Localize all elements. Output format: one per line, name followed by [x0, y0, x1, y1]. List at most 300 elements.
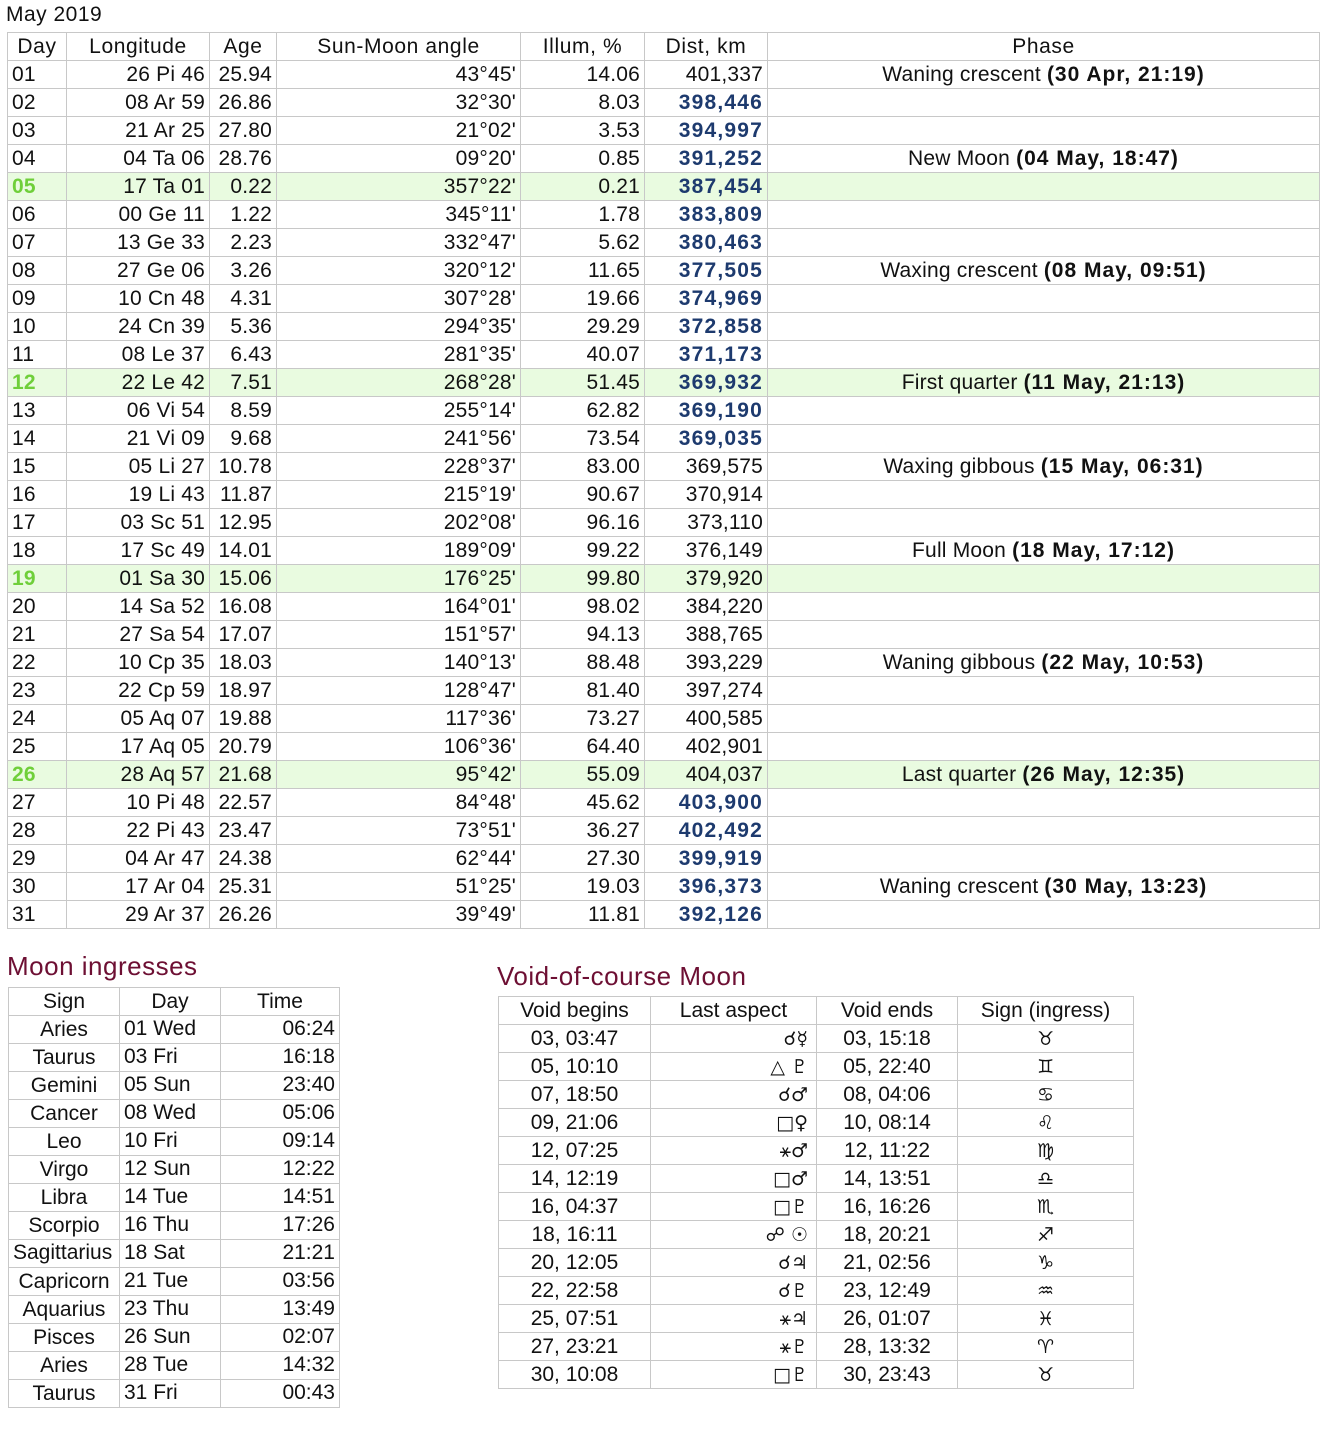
- table-row: [8, 481, 1320, 509]
- day-cell: 31: [8, 901, 67, 929]
- zodiac-sign-icon: ♒: [958, 1277, 1134, 1305]
- longitude-cell: 22 Pi 43: [67, 817, 210, 845]
- page-title: May 2019: [6, 3, 103, 26]
- void-ends-cell: 14, 13:51: [817, 1165, 958, 1193]
- zodiac-sign-icon: ♈: [958, 1333, 1134, 1361]
- phase-cell: [768, 761, 1320, 789]
- dist-cell: 387,454: [645, 173, 768, 201]
- void-ends-cell: 16, 16:26: [817, 1193, 958, 1221]
- header-sun-moon-angle: Sun-Moon angle: [277, 33, 521, 61]
- ingress-sign-cell: Capricorn: [9, 1268, 120, 1296]
- ingress-day-cell: 16 Thu: [120, 1212, 221, 1240]
- dist-cell: 384,220: [645, 593, 768, 621]
- ingress-row: [9, 1044, 340, 1072]
- ingress-row: [9, 1296, 340, 1324]
- dist-cell: 388,765: [645, 621, 768, 649]
- age-cell: 15.06: [210, 565, 277, 593]
- dist-cell: 402,492: [645, 817, 768, 845]
- age-cell: 23.47: [210, 817, 277, 845]
- angle-cell: 39°49': [277, 901, 521, 929]
- longitude-cell: 17 Ar 04: [67, 873, 210, 901]
- zodiac-sign-icon: ♏: [958, 1193, 1134, 1221]
- day-cell: 17: [8, 509, 67, 537]
- void-row: [499, 1333, 1134, 1361]
- void-row: [499, 1081, 1134, 1109]
- angle-cell: 117°36': [277, 705, 521, 733]
- illum-cell: 27.30: [521, 845, 645, 873]
- age-cell: 14.01: [210, 537, 277, 565]
- ingress-day-cell: 31 Fri: [120, 1380, 221, 1408]
- ingress-time-cell: 16:18: [221, 1044, 340, 1072]
- zodiac-sign-icon: ♊: [958, 1053, 1134, 1081]
- illum-cell: 29.29: [521, 313, 645, 341]
- longitude-cell: 29 Ar 37: [67, 901, 210, 929]
- zodiac-sign-icon: ♌: [958, 1109, 1134, 1137]
- day-cell: 11: [8, 341, 67, 369]
- phase-name: Last quarter: [901, 763, 1017, 786]
- ingress-sign-cell: Libra: [9, 1184, 120, 1212]
- phase-cell: [768, 229, 1320, 257]
- dist-cell: 392,126: [645, 901, 768, 929]
- phase-cell: [768, 817, 1320, 845]
- illum-cell: 83.00: [521, 453, 645, 481]
- zodiac-sign-icon: ♐: [958, 1221, 1134, 1249]
- table-row: [8, 565, 1320, 593]
- table-row: [8, 733, 1320, 761]
- angle-cell: 09°20': [277, 145, 521, 173]
- ingress-row: [9, 1380, 340, 1408]
- void-ends-cell: 26, 01:07: [817, 1305, 958, 1333]
- angle-cell: 95°42': [277, 761, 521, 789]
- void-ends-cell: 21, 02:56: [817, 1249, 958, 1277]
- table-row: [8, 677, 1320, 705]
- zodiac-sign-icon: ♋: [958, 1081, 1134, 1109]
- day-cell: 23: [8, 677, 67, 705]
- angle-cell: 357°22': [277, 173, 521, 201]
- angle-cell: 345°11': [277, 201, 521, 229]
- phase-cell: [768, 733, 1320, 761]
- void-row: [499, 1361, 1134, 1389]
- day-cell: 16: [8, 481, 67, 509]
- void-row: [499, 1053, 1134, 1081]
- illum-cell: 90.67: [521, 481, 645, 509]
- phase-name: Full Moon: [912, 539, 1007, 562]
- aspect-glyph-icon: ☌♂: [651, 1081, 817, 1109]
- angle-cell: 21°02': [277, 117, 521, 145]
- illum-cell: 19.66: [521, 285, 645, 313]
- moon-daily-table: [7, 32, 1320, 929]
- day-cell: 05: [8, 173, 67, 201]
- age-cell: 27.80: [210, 117, 277, 145]
- day-cell: 04: [8, 145, 67, 173]
- ingress-day-cell: 05 Sun: [120, 1072, 221, 1100]
- day-cell: 20: [8, 593, 67, 621]
- void-ends-cell: 12, 11:22: [817, 1137, 958, 1165]
- dist-cell: 369,575: [645, 453, 768, 481]
- age-cell: 6.43: [210, 341, 277, 369]
- dist-cell: 400,585: [645, 705, 768, 733]
- angle-cell: 255°14': [277, 397, 521, 425]
- void-begins-cell: 16, 04:37: [499, 1193, 651, 1221]
- void-ends-cell: 10, 08:14: [817, 1109, 958, 1137]
- longitude-cell: 22 Cp 59: [67, 677, 210, 705]
- angle-cell: 140°13': [277, 649, 521, 677]
- age-cell: 26.86: [210, 89, 277, 117]
- longitude-cell: 19 Li 43: [67, 481, 210, 509]
- aspect-glyph-icon: ⚹♂: [651, 1137, 817, 1165]
- void-begins-cell: 30, 10:08: [499, 1361, 651, 1389]
- illum-cell: 73.27: [521, 705, 645, 733]
- phase-cell: [768, 789, 1320, 817]
- angle-cell: 215°19': [277, 481, 521, 509]
- zodiac-sign-icon: ♓: [958, 1305, 1134, 1333]
- void-ends-cell: 08, 04:06: [817, 1081, 958, 1109]
- age-cell: 26.26: [210, 901, 277, 929]
- phase-cell: [768, 425, 1320, 453]
- ingress-day-cell: 12 Sun: [120, 1156, 221, 1184]
- void-ends-cell: 30, 23:43: [817, 1361, 958, 1389]
- aspect-glyph-icon: △ ♇: [651, 1053, 817, 1081]
- ingress-day-cell: 21 Tue: [120, 1268, 221, 1296]
- longitude-cell: 01 Sa 30: [67, 565, 210, 593]
- dist-cell: 391,252: [645, 145, 768, 173]
- phase-cell: [768, 313, 1320, 341]
- phase-datetime: (04 May, 18:47): [1016, 147, 1179, 170]
- age-cell: 1.22: [210, 201, 277, 229]
- longitude-cell: 08 Ar 59: [67, 89, 210, 117]
- angle-cell: 51°25': [277, 873, 521, 901]
- table-row: [8, 313, 1320, 341]
- dist-cell: 374,969: [645, 285, 768, 313]
- day-cell: 28: [8, 817, 67, 845]
- ingress-day-cell: 01 Wed: [120, 1016, 221, 1044]
- ingress-time-cell: 14:51: [221, 1184, 340, 1212]
- day-cell: 19: [8, 565, 67, 593]
- phase-cell: [768, 481, 1320, 509]
- header-longitude: Longitude: [67, 33, 210, 61]
- void-row: [499, 1137, 1134, 1165]
- table-row: [8, 845, 1320, 873]
- void-row: [499, 1249, 1134, 1277]
- ingress-sign-cell: Aquarius: [9, 1296, 120, 1324]
- longitude-cell: 06 Vi 54: [67, 397, 210, 425]
- day-cell: 10: [8, 313, 67, 341]
- dist-cell: 393,229: [645, 649, 768, 677]
- void-begins-cell: 05, 10:10: [499, 1053, 651, 1081]
- ingress-time-cell: 05:06: [221, 1100, 340, 1128]
- day-cell: 15: [8, 453, 67, 481]
- void-begins-cell: 22, 22:58: [499, 1277, 651, 1305]
- ingress-row: [9, 1268, 340, 1296]
- aspect-glyph-icon: □♂: [651, 1165, 817, 1193]
- dist-cell: 379,920: [645, 565, 768, 593]
- angle-cell: 73°51': [277, 817, 521, 845]
- phase-cell: [768, 201, 1320, 229]
- longitude-cell: 21 Vi 09: [67, 425, 210, 453]
- void-row: [499, 1025, 1134, 1053]
- angle-cell: 176°25': [277, 565, 521, 593]
- longitude-cell: 17 Aq 05: [67, 733, 210, 761]
- illum-cell: 19.03: [521, 873, 645, 901]
- ingress-header-sign: Sign: [9, 988, 120, 1016]
- dist-cell: 383,809: [645, 201, 768, 229]
- void-header-ends: Void ends: [817, 997, 958, 1025]
- ingress-day-cell: 26 Sun: [120, 1324, 221, 1352]
- table-row: [8, 61, 1320, 89]
- void-begins-cell: 20, 12:05: [499, 1249, 651, 1277]
- day-cell: 14: [8, 425, 67, 453]
- void-row: [499, 1165, 1134, 1193]
- phase-cell: [768, 369, 1320, 397]
- phase-cell: [768, 509, 1320, 537]
- angle-cell: 228°37': [277, 453, 521, 481]
- void-begins-cell: 14, 12:19: [499, 1165, 651, 1193]
- phase-cell: [768, 873, 1320, 901]
- phase-cell: [768, 145, 1320, 173]
- dist-cell: 399,919: [645, 845, 768, 873]
- header-phase: Phase: [768, 33, 1320, 61]
- void-header-begins: Void begins: [499, 997, 651, 1025]
- ingress-row: [9, 1128, 340, 1156]
- phase-cell: [768, 705, 1320, 733]
- dist-cell: 380,463: [645, 229, 768, 257]
- illum-cell: 96.16: [521, 509, 645, 537]
- ingress-header-time: Time: [221, 988, 340, 1016]
- day-cell: 18: [8, 537, 67, 565]
- angle-cell: 164°01': [277, 593, 521, 621]
- angle-cell: 268°28': [277, 369, 521, 397]
- age-cell: 12.95: [210, 509, 277, 537]
- header-illum: Illum, %: [521, 33, 645, 61]
- angle-cell: 43°45': [277, 61, 521, 89]
- longitude-cell: 27 Sa 54: [67, 621, 210, 649]
- phase-datetime: (11 May, 21:13): [1023, 371, 1186, 394]
- illum-cell: 36.27: [521, 817, 645, 845]
- aspect-glyph-icon: □♇: [651, 1193, 817, 1221]
- moon-ingresses-table: [8, 987, 340, 1408]
- longitude-cell: 10 Cp 35: [67, 649, 210, 677]
- dist-cell: 377,505: [645, 257, 768, 285]
- header-age: Age: [210, 33, 277, 61]
- day-cell: 30: [8, 873, 67, 901]
- illum-cell: 45.62: [521, 789, 645, 817]
- ingress-sign-cell: Aries: [9, 1016, 120, 1044]
- ingress-row: [9, 1072, 340, 1100]
- void-ends-cell: 23, 12:49: [817, 1277, 958, 1305]
- day-cell: 24: [8, 705, 67, 733]
- dist-cell: 369,035: [645, 425, 768, 453]
- dist-cell: 404,037: [645, 761, 768, 789]
- age-cell: 9.68: [210, 425, 277, 453]
- phase-cell: [768, 173, 1320, 201]
- table-row: [8, 817, 1320, 845]
- ingress-sign-cell: Aries: [9, 1352, 120, 1380]
- ingress-row: [9, 1240, 340, 1268]
- main-table-header-row: [8, 33, 1320, 61]
- zodiac-sign-icon: ♉: [958, 1361, 1134, 1389]
- illum-cell: 11.81: [521, 901, 645, 929]
- dist-cell: 398,446: [645, 89, 768, 117]
- illum-cell: 51.45: [521, 369, 645, 397]
- day-cell: 29: [8, 845, 67, 873]
- longitude-cell: 14 Sa 52: [67, 593, 210, 621]
- table-row: [8, 117, 1320, 145]
- table-row: [8, 89, 1320, 117]
- table-row: [8, 901, 1320, 929]
- aspect-glyph-icon: □♇: [651, 1361, 817, 1389]
- void-table-body: [499, 1025, 1134, 1389]
- void-of-course-table: [498, 996, 1134, 1389]
- longitude-cell: 21 Ar 25: [67, 117, 210, 145]
- illum-cell: 88.48: [521, 649, 645, 677]
- void-begins-cell: 07, 18:50: [499, 1081, 651, 1109]
- main-table-body: [8, 61, 1320, 929]
- longitude-cell: 13 Ge 33: [67, 229, 210, 257]
- day-cell: 26: [8, 761, 67, 789]
- dist-cell: 394,997: [645, 117, 768, 145]
- angle-cell: 128°47': [277, 677, 521, 705]
- table-row: [8, 509, 1320, 537]
- angle-cell: 332°47': [277, 229, 521, 257]
- void-row: [499, 1193, 1134, 1221]
- table-row: [8, 705, 1320, 733]
- longitude-cell: 27 Ge 06: [67, 257, 210, 285]
- angle-cell: 307°28': [277, 285, 521, 313]
- void-begins-cell: 03, 03:47: [499, 1025, 651, 1053]
- ingress-day-cell: 10 Fri: [120, 1128, 221, 1156]
- illum-cell: 73.54: [521, 425, 645, 453]
- void-begins-cell: 18, 16:11: [499, 1221, 651, 1249]
- table-row: [8, 173, 1320, 201]
- age-cell: 8.59: [210, 397, 277, 425]
- ingress-day-cell: 03 Fri: [120, 1044, 221, 1072]
- void-ends-cell: 18, 20:21: [817, 1221, 958, 1249]
- age-cell: 20.79: [210, 733, 277, 761]
- illum-cell: 0.85: [521, 145, 645, 173]
- ingress-row: [9, 1100, 340, 1128]
- ingress-header-day: Day: [120, 988, 221, 1016]
- header-day: Day: [8, 33, 67, 61]
- dist-cell: 372,858: [645, 313, 768, 341]
- day-cell: 21: [8, 621, 67, 649]
- longitude-cell: 00 Ge 11: [67, 201, 210, 229]
- ingress-time-cell: 03:56: [221, 1268, 340, 1296]
- age-cell: 3.26: [210, 257, 277, 285]
- aspect-glyph-icon: ☌☿: [651, 1025, 817, 1053]
- dist-cell: 373,110: [645, 509, 768, 537]
- illum-cell: 98.02: [521, 593, 645, 621]
- age-cell: 5.36: [210, 313, 277, 341]
- void-header-sign: Sign (ingress): [958, 997, 1134, 1025]
- aspect-glyph-icon: ⚹♃: [651, 1305, 817, 1333]
- header-dist: Dist, km: [645, 33, 768, 61]
- day-cell: 25: [8, 733, 67, 761]
- day-cell: 08: [8, 257, 67, 285]
- ingress-time-cell: 14:32: [221, 1352, 340, 1380]
- aspect-glyph-icon: ⚹♇: [651, 1333, 817, 1361]
- ingress-sign-cell: Cancer: [9, 1100, 120, 1128]
- ingress-sign-cell: Scorpio: [9, 1212, 120, 1240]
- ingress-sign-cell: Taurus: [9, 1380, 120, 1408]
- phase-cell: [768, 61, 1320, 89]
- phase-cell: [768, 565, 1320, 593]
- void-begins-cell: 27, 23:21: [499, 1333, 651, 1361]
- phase-cell: [768, 397, 1320, 425]
- ingress-row: [9, 1184, 340, 1212]
- aspect-glyph-icon: ☌♃: [651, 1249, 817, 1277]
- ingress-table-body: [9, 1016, 340, 1408]
- phase-name: Waning crescent: [882, 63, 1041, 86]
- angle-cell: 62°44': [277, 845, 521, 873]
- age-cell: 25.94: [210, 61, 277, 89]
- ingress-day-cell: 23 Thu: [120, 1296, 221, 1324]
- table-row: [8, 873, 1320, 901]
- phase-cell: [768, 677, 1320, 705]
- angle-cell: 241°56': [277, 425, 521, 453]
- age-cell: 10.78: [210, 453, 277, 481]
- angle-cell: 84°48': [277, 789, 521, 817]
- ingress-sign-cell: Taurus: [9, 1044, 120, 1072]
- dist-cell: 397,274: [645, 677, 768, 705]
- table-row: [8, 425, 1320, 453]
- void-header-aspect: Last aspect: [651, 997, 817, 1025]
- table-row: [8, 649, 1320, 677]
- illum-cell: 94.13: [521, 621, 645, 649]
- ingress-day-cell: 14 Tue: [120, 1184, 221, 1212]
- zodiac-sign-icon: ♑: [958, 1249, 1134, 1277]
- void-ends-cell: 03, 15:18: [817, 1025, 958, 1053]
- day-cell: 01: [8, 61, 67, 89]
- ingress-time-cell: 06:24: [221, 1016, 340, 1044]
- age-cell: 24.38: [210, 845, 277, 873]
- illum-cell: 0.21: [521, 173, 645, 201]
- angle-cell: 281°35': [277, 341, 521, 369]
- ingress-day-cell: 28 Tue: [120, 1352, 221, 1380]
- angle-cell: 151°57': [277, 621, 521, 649]
- day-cell: 02: [8, 89, 67, 117]
- dist-cell: 369,190: [645, 397, 768, 425]
- illum-cell: 99.22: [521, 537, 645, 565]
- illum-cell: 11.65: [521, 257, 645, 285]
- phase-datetime: (30 Apr, 21:19): [1046, 63, 1205, 86]
- phase-cell: [768, 285, 1320, 313]
- age-cell: 22.57: [210, 789, 277, 817]
- phase-cell: [768, 341, 1320, 369]
- table-row: [8, 593, 1320, 621]
- longitude-cell: 03 Sc 51: [67, 509, 210, 537]
- phase-datetime: (30 May, 13:23): [1044, 875, 1208, 898]
- illum-cell: 1.78: [521, 201, 645, 229]
- age-cell: 2.23: [210, 229, 277, 257]
- angle-cell: 32°30': [277, 89, 521, 117]
- table-row: [8, 201, 1320, 229]
- phase-name: Waning crescent: [879, 875, 1039, 898]
- ingress-time-cell: 23:40: [221, 1072, 340, 1100]
- ingress-time-cell: 13:49: [221, 1296, 340, 1324]
- day-cell: 27: [8, 789, 67, 817]
- zodiac-sign-icon: ♉: [958, 1025, 1134, 1053]
- illum-cell: 55.09: [521, 761, 645, 789]
- phase-datetime: (08 May, 09:51): [1043, 259, 1207, 282]
- angle-cell: 189°09': [277, 537, 521, 565]
- void-row: [499, 1109, 1134, 1137]
- void-ends-cell: 05, 22:40: [817, 1053, 958, 1081]
- ingress-sign-cell: Virgo: [9, 1156, 120, 1184]
- day-cell: 09: [8, 285, 67, 313]
- angle-cell: 294°35': [277, 313, 521, 341]
- phase-name: Waxing crescent: [880, 259, 1038, 282]
- longitude-cell: 05 Aq 07: [67, 705, 210, 733]
